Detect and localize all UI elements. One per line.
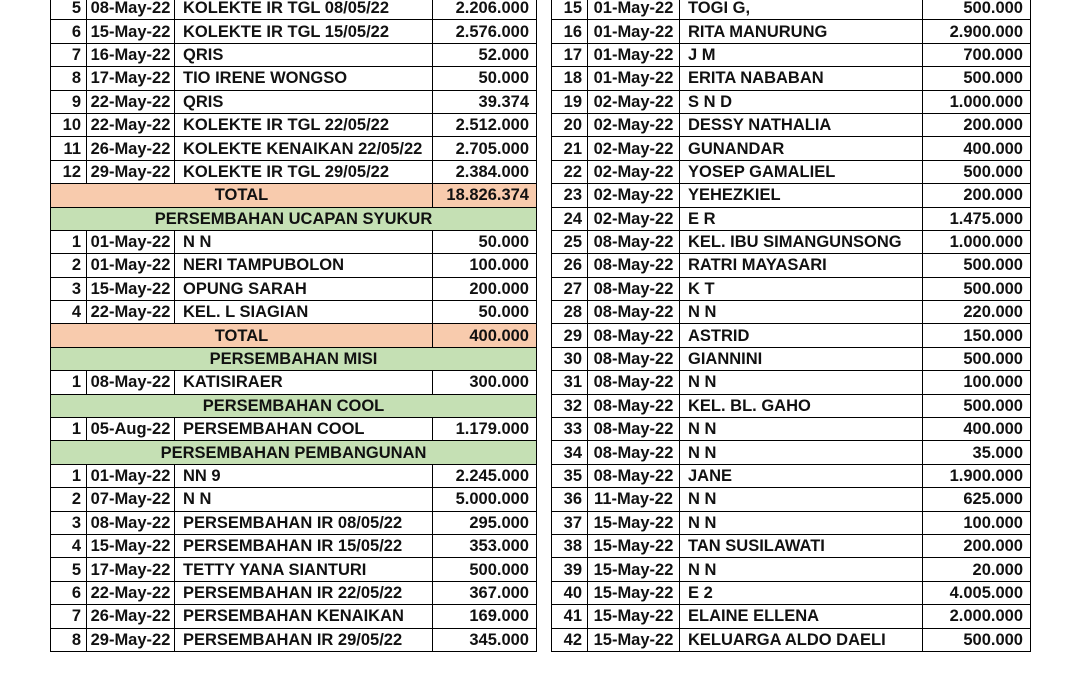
row-number: 19: [552, 90, 588, 113]
row-number: 5: [51, 0, 87, 20]
row-description: NN 9: [175, 464, 433, 487]
row-date: 15-May-22: [588, 511, 680, 534]
total-row: [51, 184, 537, 207]
row-description: PERSEMBAHAN COOL: [175, 418, 433, 441]
table-row: [51, 277, 537, 300]
row-number: 6: [51, 581, 87, 604]
table-row: [552, 254, 1031, 277]
row-date: 08-May-22: [588, 464, 680, 487]
table-row: [552, 464, 1031, 487]
row-date: 02-May-22: [588, 184, 680, 207]
row-date: 15-May-22: [588, 581, 680, 604]
row-date: 15-May-22: [87, 277, 175, 300]
table-row: [552, 20, 1031, 43]
row-date: 01-May-22: [588, 20, 680, 43]
row-description: KOLEKTE IR TGL 29/05/22: [175, 160, 433, 183]
row-amount: 1.475.000: [923, 207, 1031, 230]
row-description: DESSY NATHALIA: [680, 113, 923, 136]
row-number: 1: [51, 371, 87, 394]
table-row: [552, 160, 1031, 183]
row-number: 25: [552, 230, 588, 253]
table-row: [552, 558, 1031, 581]
row-description: PERSEMBAHAN IR 08/05/22: [175, 511, 433, 534]
table-row: [552, 113, 1031, 136]
row-number: 34: [552, 441, 588, 464]
row-number: 23: [552, 184, 588, 207]
row-number: 41: [552, 605, 588, 628]
row-amount: 52.000: [433, 43, 537, 66]
row-description: RITA MANURUNG: [680, 20, 923, 43]
table-row: [552, 418, 1031, 441]
row-amount: 500.000: [923, 67, 1031, 90]
row-description: RATRI MAYASARI: [680, 254, 923, 277]
row-date: 02-May-22: [588, 113, 680, 136]
row-description: N N: [680, 301, 923, 324]
row-date: 07-May-22: [87, 488, 175, 511]
row-description: N N: [680, 511, 923, 534]
section-title: PERSEMBAHAN UCAPAN SYUKUR: [51, 207, 537, 230]
row-date: 02-May-22: [588, 160, 680, 183]
table-row: [552, 347, 1031, 370]
row-number: 5: [51, 558, 87, 581]
row-date: 08-May-22: [87, 0, 175, 20]
section-header-row: [51, 441, 537, 464]
row-description: KEL. IBU SIMANGUNSONG: [680, 230, 923, 253]
row-amount: 150.000: [923, 324, 1031, 347]
table-row: [51, 605, 537, 628]
section-header-row: [51, 394, 537, 417]
row-number: 36: [552, 488, 588, 511]
table-row: [51, 371, 537, 394]
row-amount: 5.000.000: [433, 488, 537, 511]
row-date: 08-May-22: [588, 301, 680, 324]
row-description: N N: [175, 230, 433, 253]
table-row: [552, 67, 1031, 90]
table-row: [51, 0, 537, 20]
row-amount: 2.900.000: [923, 20, 1031, 43]
row-amount: 1.000.000: [923, 90, 1031, 113]
row-number: 18: [552, 67, 588, 90]
row-date: 22-May-22: [87, 301, 175, 324]
row-date: 01-May-22: [87, 230, 175, 253]
row-number: 30: [552, 347, 588, 370]
row-amount: 2.576.000: [433, 20, 537, 43]
total-amount: 400.000: [433, 324, 537, 347]
row-number: 3: [51, 277, 87, 300]
row-amount: 500.000: [923, 277, 1031, 300]
table-row: [51, 113, 537, 136]
row-description: NERI TAMPUBOLON: [175, 254, 433, 277]
row-number: 42: [552, 628, 588, 651]
row-date: 29-May-22: [87, 628, 175, 651]
row-amount: 50.000: [433, 67, 537, 90]
row-number: 7: [51, 605, 87, 628]
row-description: KOLEKTE IR TGL 22/05/22: [175, 113, 433, 136]
row-amount: 50.000: [433, 230, 537, 253]
row-amount: 367.000: [433, 581, 537, 604]
left-ledger-table: [50, 0, 537, 652]
row-date: 08-May-22: [588, 418, 680, 441]
row-date: 08-May-22: [588, 254, 680, 277]
row-number: 10: [51, 113, 87, 136]
row-number: 38: [552, 534, 588, 557]
row-number: 6: [51, 20, 87, 43]
row-amount: 39.374: [433, 90, 537, 113]
table-row: [552, 511, 1031, 534]
row-number: 35: [552, 464, 588, 487]
row-description: KOLEKTE KENAIKAN 22/05/22: [175, 137, 433, 160]
row-date: 01-May-22: [588, 67, 680, 90]
table-row: [552, 441, 1031, 464]
row-amount: 500.000: [923, 628, 1031, 651]
row-amount: 500.000: [923, 0, 1031, 20]
row-amount: 50.000: [433, 301, 537, 324]
table-row: [51, 160, 537, 183]
table-row: [552, 230, 1031, 253]
row-description: TAN SUSILAWATI: [680, 534, 923, 557]
row-date: 08-May-22: [588, 441, 680, 464]
row-description: PERSEMBAHAN IR 15/05/22: [175, 534, 433, 557]
row-number: 3: [51, 511, 87, 534]
table-row: [552, 324, 1031, 347]
row-number: 11: [51, 137, 87, 160]
row-date: 08-May-22: [588, 371, 680, 394]
table-row: [552, 371, 1031, 394]
table-row: [552, 277, 1031, 300]
table-row: [552, 581, 1031, 604]
row-date: 22-May-22: [87, 581, 175, 604]
row-description: GIANNINI: [680, 347, 923, 370]
row-number: 22: [552, 160, 588, 183]
row-amount: 200.000: [923, 534, 1031, 557]
row-number: 8: [51, 628, 87, 651]
row-description: GUNANDAR: [680, 137, 923, 160]
table-row: [552, 184, 1031, 207]
section-title: PERSEMBAHAN MISI: [51, 347, 537, 370]
row-description: QRIS: [175, 43, 433, 66]
row-description: N N: [680, 441, 923, 464]
row-description: PERSEMBAHAN IR 22/05/22: [175, 581, 433, 604]
right-ledger-body: [552, 0, 1031, 651]
row-date: 16-May-22: [87, 43, 175, 66]
row-description: YEHEZKIEL: [680, 184, 923, 207]
row-amount: 100.000: [923, 371, 1031, 394]
row-date: 02-May-22: [588, 137, 680, 160]
row-amount: 500.000: [923, 254, 1031, 277]
row-description: KATISIRAER: [175, 371, 433, 394]
row-number: 7: [51, 43, 87, 66]
row-date: 08-May-22: [588, 277, 680, 300]
row-amount: 1.000.000: [923, 230, 1031, 253]
row-number: 26: [552, 254, 588, 277]
table-row: [552, 605, 1031, 628]
row-amount: 295.000: [433, 511, 537, 534]
row-amount: 2.512.000: [433, 113, 537, 136]
row-amount: 500.000: [923, 160, 1031, 183]
table-row: [552, 137, 1031, 160]
section-header-row: [51, 207, 537, 230]
row-date: 15-May-22: [588, 534, 680, 557]
row-description: N N: [175, 488, 433, 511]
row-date: 08-May-22: [87, 511, 175, 534]
table-row: [51, 67, 537, 90]
row-number: 40: [552, 581, 588, 604]
row-date: 15-May-22: [588, 628, 680, 651]
row-amount: 500.000: [433, 558, 537, 581]
row-description: KELUARGA ALDO DAELI: [680, 628, 923, 651]
row-description: J M: [680, 43, 923, 66]
row-number: 21: [552, 137, 588, 160]
row-number: 15: [552, 0, 588, 20]
row-description: N N: [680, 371, 923, 394]
row-amount: 400.000: [923, 418, 1031, 441]
row-amount: 20.000: [923, 558, 1031, 581]
row-amount: 220.000: [923, 301, 1031, 324]
row-date: 15-May-22: [588, 558, 680, 581]
row-number: 1: [51, 230, 87, 253]
table-row: [552, 0, 1031, 20]
row-amount: 353.000: [433, 534, 537, 557]
row-description: OPUNG SARAH: [175, 277, 433, 300]
table-row: [51, 534, 537, 557]
row-number: 16: [552, 20, 588, 43]
table-row: [51, 418, 537, 441]
table-row: [51, 581, 537, 604]
row-description: N N: [680, 488, 923, 511]
row-amount: 500.000: [923, 394, 1031, 417]
row-number: 33: [552, 418, 588, 441]
row-number: 39: [552, 558, 588, 581]
row-description: JANE: [680, 464, 923, 487]
row-date: 08-May-22: [588, 230, 680, 253]
row-description: TETTY YANA SIANTURI: [175, 558, 433, 581]
row-amount: 2.245.000: [433, 464, 537, 487]
row-amount: 100.000: [923, 511, 1031, 534]
row-date: 17-May-22: [87, 558, 175, 581]
row-number: 1: [51, 418, 87, 441]
table-row: [51, 137, 537, 160]
row-description: ELAINE ELLENA: [680, 605, 923, 628]
row-date: 26-May-22: [87, 605, 175, 628]
row-amount: 169.000: [433, 605, 537, 628]
row-description: K T: [680, 277, 923, 300]
table-row: [51, 301, 537, 324]
row-description: PERSEMBAHAN IR 29/05/22: [175, 628, 433, 651]
row-number: 24: [552, 207, 588, 230]
right-ledger-table: [551, 0, 1031, 652]
row-date: 08-May-22: [87, 371, 175, 394]
row-number: 20: [552, 113, 588, 136]
row-amount: 625.000: [923, 488, 1031, 511]
row-date: 17-May-22: [87, 67, 175, 90]
row-number: 1: [51, 464, 87, 487]
row-description: E 2: [680, 581, 923, 604]
row-date: 22-May-22: [87, 90, 175, 113]
row-description: PERSEMBAHAN KENAIKAN: [175, 605, 433, 628]
row-amount: 400.000: [923, 137, 1031, 160]
section-title: PERSEMBAHAN COOL: [51, 394, 537, 417]
row-number: 12: [51, 160, 87, 183]
table-row: [552, 301, 1031, 324]
row-date: 08-May-22: [588, 347, 680, 370]
row-description: KOLEKTE IR TGL 15/05/22: [175, 20, 433, 43]
row-number: 4: [51, 534, 87, 557]
row-number: 17: [552, 43, 588, 66]
total-label: TOTAL: [51, 184, 433, 207]
row-amount: 500.000: [923, 347, 1031, 370]
row-date: 08-May-22: [588, 324, 680, 347]
row-description: N N: [680, 418, 923, 441]
row-description: YOSEP GAMALIEL: [680, 160, 923, 183]
row-date: 22-May-22: [87, 113, 175, 136]
table-row: [552, 534, 1031, 557]
row-date: 26-May-22: [87, 137, 175, 160]
row-description: QRIS: [175, 90, 433, 113]
table-row: [552, 207, 1031, 230]
row-description: ERITA NABABAN: [680, 67, 923, 90]
row-amount: 300.000: [433, 371, 537, 394]
row-date: 08-May-22: [588, 394, 680, 417]
total-amount: 18.826.374: [433, 184, 537, 207]
left-ledger-body: [51, 0, 537, 651]
row-description: TIO IRENE WONGSO: [175, 67, 433, 90]
row-description: TOGI G,: [680, 0, 923, 20]
row-date: 02-May-22: [588, 90, 680, 113]
table-row: [552, 394, 1031, 417]
row-amount: 2.206.000: [433, 0, 537, 20]
row-date: 05-Aug-22: [87, 418, 175, 441]
table-row: [51, 20, 537, 43]
row-number: 28: [552, 301, 588, 324]
row-amount: 100.000: [433, 254, 537, 277]
table-row: [51, 254, 537, 277]
row-amount: 2.384.000: [433, 160, 537, 183]
table-row: [552, 90, 1031, 113]
table-row: [51, 511, 537, 534]
row-number: 32: [552, 394, 588, 417]
row-date: 02-May-22: [588, 207, 680, 230]
row-description: ASTRID: [680, 324, 923, 347]
row-number: 29: [552, 324, 588, 347]
row-number: 9: [51, 90, 87, 113]
table-row: [552, 628, 1031, 651]
row-date: 01-May-22: [87, 464, 175, 487]
table-row: [51, 464, 537, 487]
table-row: [552, 43, 1031, 66]
row-number: 31: [552, 371, 588, 394]
row-description: N N: [680, 558, 923, 581]
row-amount: 2.705.000: [433, 137, 537, 160]
total-row: [51, 324, 537, 347]
row-amount: 35.000: [923, 441, 1031, 464]
row-number: 8: [51, 67, 87, 90]
table-row: [51, 43, 537, 66]
row-description: KEL. BL. GAHO: [680, 394, 923, 417]
row-description: E R: [680, 207, 923, 230]
row-number: 27: [552, 277, 588, 300]
section-title: PERSEMBAHAN PEMBANGUNAN: [51, 441, 537, 464]
row-description: KOLEKTE IR TGL 08/05/22: [175, 0, 433, 20]
row-amount: 700.000: [923, 43, 1031, 66]
row-date: 01-May-22: [588, 0, 680, 20]
section-header-row: [51, 347, 537, 370]
row-amount: 4.005.000: [923, 581, 1031, 604]
row-date: 01-May-22: [588, 43, 680, 66]
row-amount: 200.000: [923, 113, 1031, 136]
row-date: 15-May-22: [87, 534, 175, 557]
table-row: [51, 558, 537, 581]
row-number: 2: [51, 488, 87, 511]
row-description: S N D: [680, 90, 923, 113]
total-label: TOTAL: [51, 324, 433, 347]
table-row: [51, 230, 537, 253]
table-row: [552, 488, 1031, 511]
row-amount: 200.000: [923, 184, 1031, 207]
row-number: 4: [51, 301, 87, 324]
row-amount: 1.179.000: [433, 418, 537, 441]
table-row: [51, 488, 537, 511]
row-date: 29-May-22: [87, 160, 175, 183]
table-row: [51, 90, 537, 113]
row-number: 37: [552, 511, 588, 534]
row-amount: 200.000: [433, 277, 537, 300]
row-date: 15-May-22: [588, 605, 680, 628]
row-date: 15-May-22: [87, 20, 175, 43]
row-amount: 345.000: [433, 628, 537, 651]
row-date: 01-May-22: [87, 254, 175, 277]
row-number: 2: [51, 254, 87, 277]
row-description: KEL. L SIAGIAN: [175, 301, 433, 324]
row-date: 11-May-22: [588, 488, 680, 511]
table-row: [51, 628, 537, 651]
row-amount: 2.000.000: [923, 605, 1031, 628]
row-amount: 1.900.000: [923, 464, 1031, 487]
